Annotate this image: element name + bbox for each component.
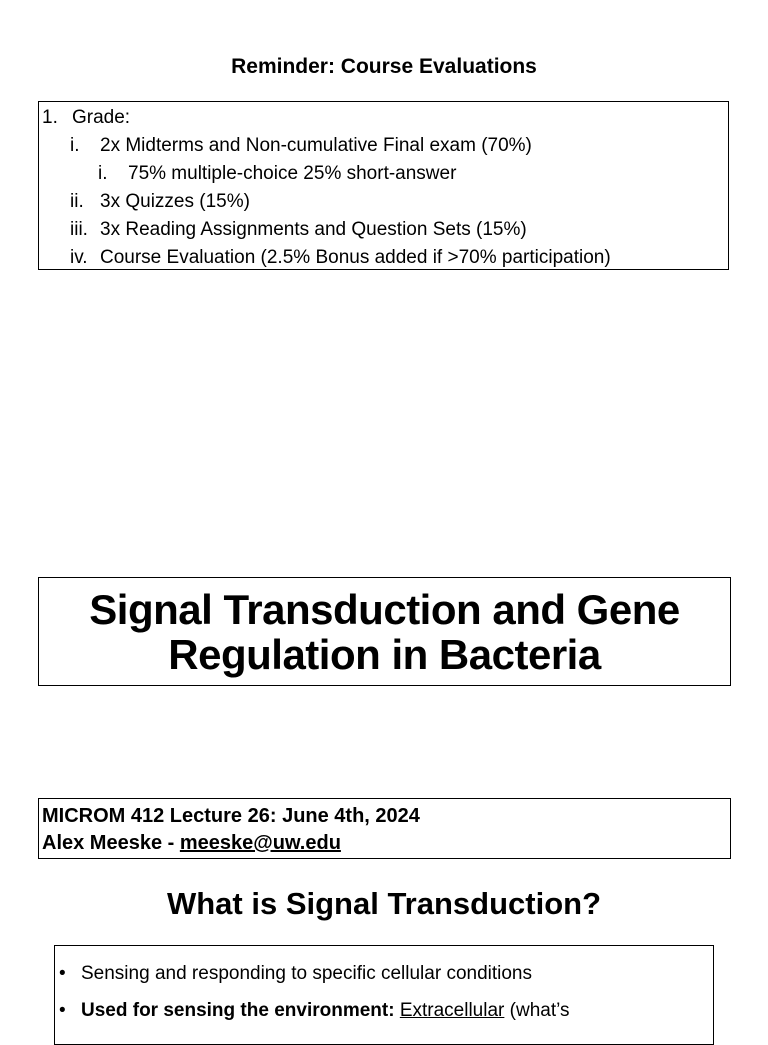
course-line: MICROM 412 Lecture 26: June 4th, 2024 <box>42 805 420 827</box>
lecture-title-line: Regulation in Bacteria <box>168 630 601 678</box>
grade-item-text: Course Evaluation (2.5% Bonus added if >70% participation) <box>100 247 611 268</box>
bullet-marker: • <box>59 1000 66 1021</box>
bullet-underlined-text: Extracellular <box>399 1000 505 1021</box>
grade-item <box>70 134 532 158</box>
grade-box <box>38 101 729 270</box>
signal-transduction-heading: What is Signal Transduction? <box>166 886 602 921</box>
bullet-text: Sensing and responding to specific cellular conditions <box>81 963 532 984</box>
signal-bullets-box <box>54 945 714 1045</box>
grade-item <box>70 218 527 242</box>
reminder-title: Reminder: Course Evaluations <box>231 55 537 78</box>
bullet-bold-text: Used for sensing the environment: <box>81 1000 400 1021</box>
instructor-name: Alex Meeske - <box>42 832 180 854</box>
bullet-marker: • <box>59 963 66 984</box>
grade-item-marker: i. <box>70 135 80 156</box>
grade-item-text: Grade: <box>72 107 131 128</box>
lecture-title-box <box>38 577 731 686</box>
lecture-title-line: Signal Transduction and Gene <box>89 585 680 633</box>
bullet-text: (what’s <box>504 1000 570 1021</box>
lecture-info-box <box>38 798 731 859</box>
grade-item <box>42 106 130 130</box>
instructor-line <box>42 830 730 857</box>
grade-item-marker: ii. <box>70 191 84 212</box>
grade-item-marker: iv. <box>70 247 88 268</box>
grade-item <box>70 246 611 270</box>
instructor-email-link[interactable]: meeske@uw.edu <box>179 832 341 854</box>
grade-item-text: 3x Quizzes (15%) <box>100 191 250 212</box>
lecture-title <box>89 587 679 677</box>
grade-item <box>98 162 456 186</box>
grade-item-text: 2x Midterms and Non-cumulative Final exam (70%) <box>100 135 532 156</box>
grade-item-marker: i. <box>98 163 108 184</box>
grade-item-text: 75% multiple-choice 25% short-answer <box>128 163 457 184</box>
grade-item-text: 3x Reading Assignments and Question Sets (15%) <box>100 219 527 240</box>
bullet-item <box>59 962 532 986</box>
bullet-item <box>59 999 570 1023</box>
grade-item <box>70 190 250 214</box>
grade-item-marker: iii. <box>70 219 88 240</box>
grade-item-marker: 1. <box>42 107 58 128</box>
